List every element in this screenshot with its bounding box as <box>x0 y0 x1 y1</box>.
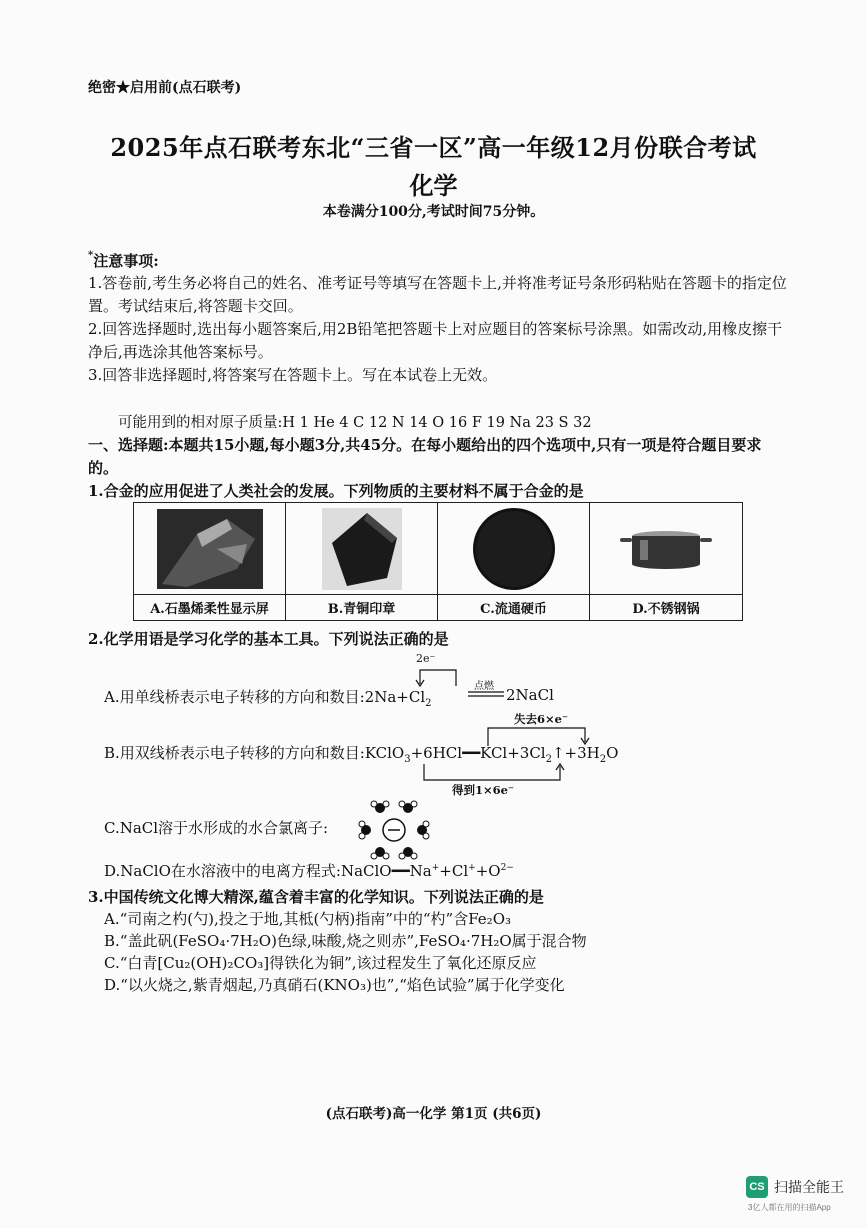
option-a-desc: A.用单线桥表示电子转移的方向和数目: <box>104 688 365 706</box>
option-d-desc: D.NaClO在水溶液中的电离方程式: <box>104 862 341 880</box>
question-1-stem: 1.合金的应用促进了人类社会的发展。下列物质的主要材料不属于合金的是 <box>88 482 584 500</box>
equals-sign <box>468 690 504 698</box>
question-3-stem: 3.中国传统文化博大精深,蕴含着丰富的化学知识。下列说法正确的是 <box>88 888 544 906</box>
option-b-desc: B.用双线桥表示电子转移的方向和数目: <box>104 744 365 762</box>
notes-title <box>88 250 159 271</box>
reaction-condition: 点燃 <box>474 681 494 692</box>
q3-option-c: C.“白青[Cu₂(OH)₂CO₃]得铁化为铜”,该过程发生了氧化还原反应 <box>104 954 537 972</box>
question-2-stem: 2.化学用语是学习化学的基本工具。下列说法正确的是 <box>88 630 449 648</box>
single-bridge-arrow <box>404 668 464 688</box>
scanner-logo-icon: CS <box>746 1176 768 1198</box>
option-b-label: B.青铜印章 <box>286 594 438 620</box>
graphene-screen-image <box>134 503 286 594</box>
option-d-text <box>104 860 514 881</box>
equation-a-product: 2NaCl <box>506 686 554 704</box>
scanner-app-name: 扫描全能王 <box>774 1179 844 1195</box>
note-item: 3.回答非选择题时,将答案写在答题卡上。写在本试卷上无效。 <box>88 366 498 384</box>
note-item: 1.答卷前,考生务必将自己的姓名、准考证号等填写在答题卡上,并将准考证号条形码粘贴在答题卡的指定位置。考试结束后,将答题卡交回。 <box>88 274 787 315</box>
equation-b: $KClO_3+6HCl━━KCl+3Cl_2↑+3H_2O$ <box>364 744 619 765</box>
score-line: 本卷满分100分,考试时间75分钟。 <box>322 204 545 220</box>
option-d-label: D.不锈钢锅 <box>590 594 742 620</box>
notes-title-text: 注意事项: <box>93 252 159 270</box>
lose-electrons-label: 失去6×e⁻ <box>514 712 569 726</box>
exam-title: 2025年点石联考东北“三省一区”高一年级12月份联合考试 <box>110 133 757 162</box>
asterisk: * <box>88 250 94 261</box>
section-heading: 一、选择题:本题共15小题,每小题3分,共45分。在每小题给出的四个选项中,只有一项是符合题目要求的。 <box>88 436 762 477</box>
equation-d: $NaClO━━Na^++Cl^++O^{2-}$ <box>340 862 514 880</box>
hydrated-chloride-ion-diagram <box>358 800 430 860</box>
option-c-label: C.流通硬币 <box>438 594 590 620</box>
q3-option-a: A.“司南之杓(勺),投之于地,其柢(勺柄)指南”中的“杓”含Fe₂O₃ <box>104 910 512 928</box>
scanner-tagline: 3亿人都在用的扫描App <box>748 1203 831 1212</box>
confidential-label: 绝密★启用前(点石联考) <box>88 80 242 96</box>
coin-image <box>438 503 590 594</box>
atomic-masses: 可能用到的相对原子质量:H 1 He 4 C 12 N 14 O 16 F 19 Na 23 S 32 <box>118 415 592 431</box>
electron-transfer-label: 2e⁻ <box>416 652 436 665</box>
option-a-label: A.石墨烯柔性显示屏 <box>134 594 286 620</box>
option-b-text <box>104 742 618 765</box>
gain-electrons-label: 得到1×6e⁻ <box>452 783 515 797</box>
question-1-options-table <box>133 502 743 621</box>
q3-option-d: D.“以火烧之,紫青烟起,乃真硝石(KNO₃)也”,“焰色试验”属于化学变化 <box>104 976 565 994</box>
note-item: 2.回答选择题时,选出每小题答案后,用2B铅笔把答题卡上对应题目的答案标号涂黑。如需改动,用橡皮擦干净后,再选涂其他答案标号。 <box>88 320 783 361</box>
option-c-text: C.NaCl溶于水形成的水合氯离子: <box>104 819 329 837</box>
q3-option-b: B.“盖此矾(FeSO₄·7H₂O)色绿,味酸,烧之则赤”,FeSO₄·7H₂O属于混合物 <box>104 932 587 950</box>
page-footer: (点石联考)高一化学 第1页 (共6页) <box>325 1106 542 1122</box>
option-a-text <box>104 686 432 709</box>
scanner-watermark <box>746 1176 844 1198</box>
bronze-seal-image <box>286 503 438 594</box>
equation-a: $2Na+Cl_2$ <box>364 688 432 709</box>
subject-title: 化学 <box>409 171 458 200</box>
steel-pot-image <box>590 503 742 594</box>
